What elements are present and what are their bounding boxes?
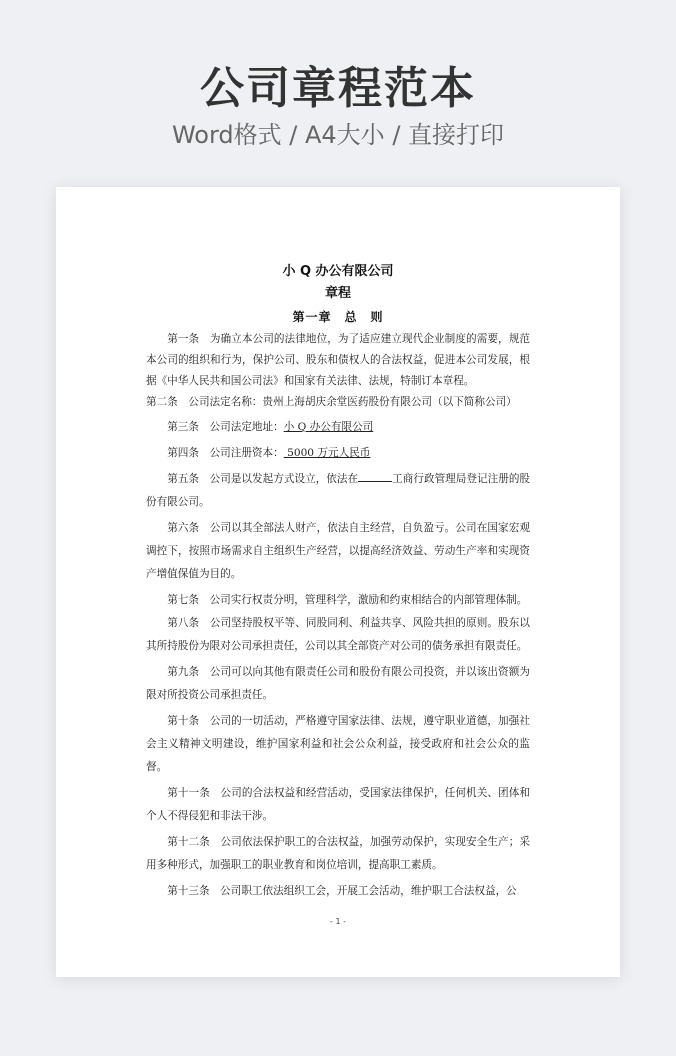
article-5 — [146, 468, 530, 514]
article-text-suffix: 工商行政管理局登记注册的股份有限公司。 — [146, 473, 531, 508]
banner-subtitle: Word格式 / A4大小 / 直接打印 — [171, 121, 505, 149]
article-number: 第十条 — [167, 715, 200, 727]
article-text: 为确立本公司的法律地位，为了适应建立现代企业制度的需要，规范本公司的组织和行为，保护公司、股东和债权人的合法权益，促进本公司发展，根据《中华人民共和国公司法》和国家有关法律、法规，特制订本章程。 — [146, 333, 531, 387]
document-page — [56, 187, 620, 977]
article-number: 第四条 — [167, 447, 199, 459]
article-text: 公司注册资本： — [209, 447, 284, 459]
article-text: 公司职工依法组织工会，开展工会活动，维护职工合法权益，公 — [220, 885, 517, 897]
article-12 — [146, 831, 530, 877]
article-number: 第十三条 — [167, 885, 210, 897]
article-text: 公司法定名称：贵州上海胡庆余堂医药股份有限公司（以下简称公司） — [188, 396, 517, 408]
article-11 — [146, 782, 530, 828]
article-10 — [146, 710, 530, 779]
article-text: 公司可以向其他有限责任公司和股份有限公司投资，并以该出资额为限对所投资公司承担责任。 — [146, 666, 531, 701]
article-number: 第七条 — [167, 594, 199, 606]
article-text: 公司以其全部法人财产，依法自主经营，自负盈亏。公司在国家宏观调控下，按照市场需求自主组织生产经营，以提高经济效益、劳动生产率和实现资产增值保值为目的。 — [146, 522, 531, 580]
article-text: 公司实行权责分明，管理科学，激励和约束相结合的内部管理体制。 — [209, 594, 528, 606]
article-text: 公司是以发起方式设立，依法在 — [209, 473, 359, 485]
article-8 — [146, 612, 530, 658]
chapter-heading: 第一章 总 则 — [292, 310, 384, 324]
article-text: 公司的一切活动，严格遵守国家法律、法规，遵守职业道德，加强社会主义精神文明建设，维护国家利益和社会公众利益，接受政府和社会公众的监督。 — [146, 715, 531, 773]
article-number: 第三条 — [167, 421, 199, 433]
article-number: 第六条 — [167, 522, 200, 534]
article-number: 第八条 — [167, 617, 200, 629]
article-number: 第十二条 — [167, 836, 210, 848]
article-number: 第九条 — [167, 666, 200, 678]
article-7 — [146, 589, 530, 612]
article-1 — [146, 329, 530, 392]
registered-capital-value: 5000 万元人民币 — [283, 447, 371, 459]
article-6 — [146, 517, 530, 586]
article-text: 公司的合法权益和经营活动，受国家法律保护，任何机关、团体和个人不得侵犯和非法干涉。 — [146, 787, 530, 822]
article-text: 公司法定地址： — [209, 421, 284, 433]
article-9 — [146, 661, 530, 707]
article-13 — [146, 880, 530, 903]
article-number: 第十一条 — [167, 787, 210, 799]
blank-fill-line — [358, 472, 392, 482]
article-2 — [146, 392, 530, 413]
article-number: 第五条 — [167, 473, 200, 485]
page-number: - 1 - — [330, 917, 346, 926]
company-name: 小 Q 办公有限公司 — [282, 264, 394, 279]
article-number: 第二条 — [146, 396, 178, 408]
article-4 — [146, 442, 530, 465]
article-text: 公司坚持股权平等、同股同利、利益共享、风险共担的原则。股东以其所持股份为限对公司承担责任，公司以其全部资产对公司的债务承担有限责任。 — [146, 617, 531, 652]
article-3 — [146, 416, 530, 439]
article-text: 公司依法保护职工的合法权益，加强劳动保护，实现安全生产；采用多种形式，加强职工的职业教育和岗位培训，提高职工素质。 — [146, 836, 530, 871]
banner-title: 公司章程范本 — [200, 63, 476, 114]
document-body — [146, 261, 530, 903]
company-address-value: 小 Q 办公有限公司 — [283, 421, 374, 433]
article-number: 第一条 — [167, 333, 200, 345]
document-title: 章程 — [324, 286, 351, 301]
